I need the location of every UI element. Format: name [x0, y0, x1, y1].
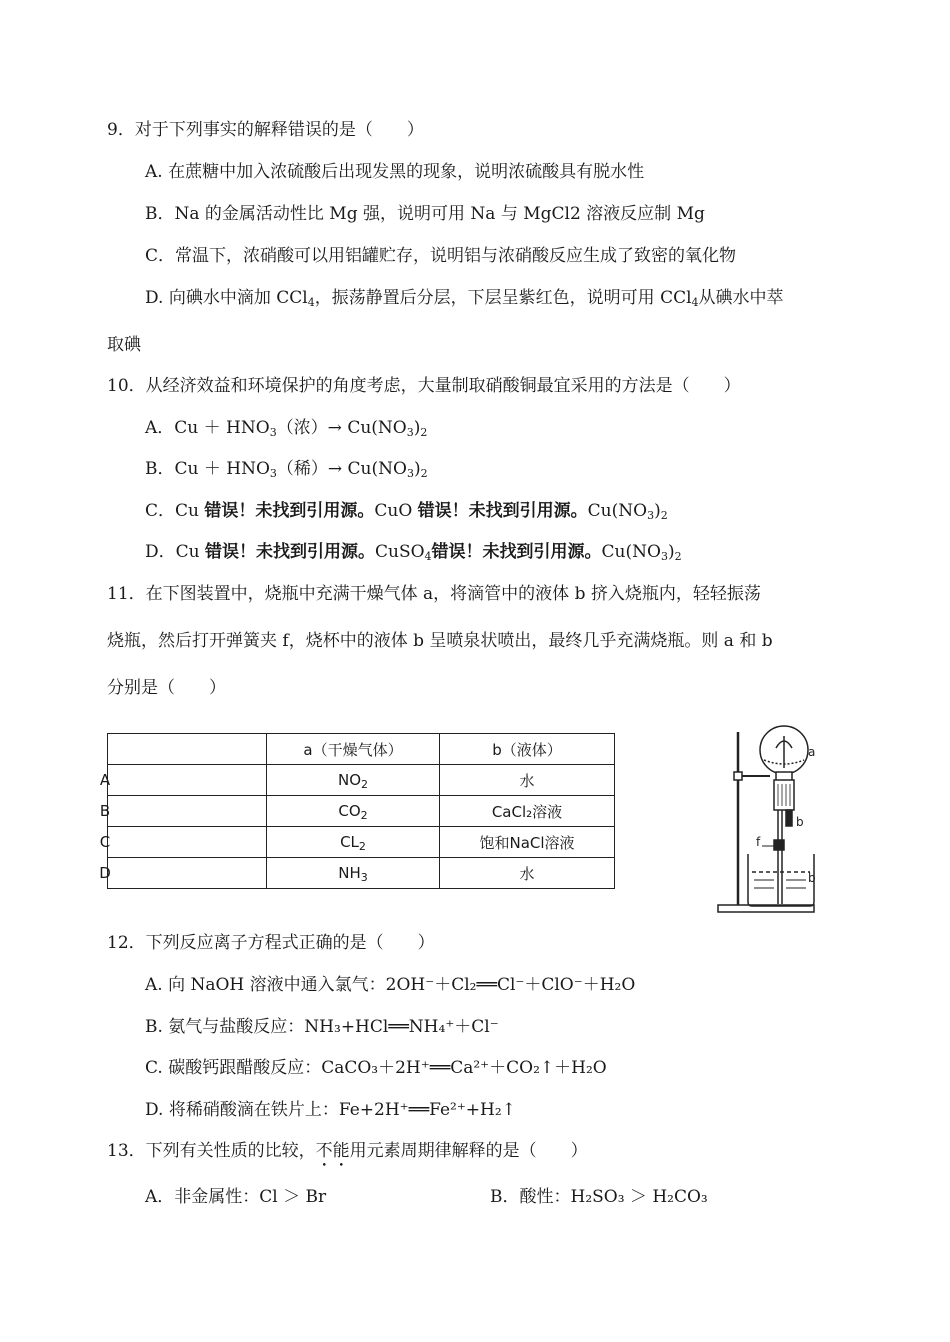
q9-option-a: A. 在蔗糖中加入浓硫酸后出现发黑的现象，说明浓硫酸具有脱水性 [145, 162, 645, 182]
table-row [108, 765, 615, 796]
table-header-cell [108, 734, 267, 765]
row-liquid: 水 [440, 765, 615, 796]
table-header-cell: b（液体） [440, 734, 615, 765]
label-a: a [808, 745, 816, 759]
table-row [108, 796, 615, 827]
row-gas: $NH_3$ [267, 858, 440, 889]
row-liquid: 饱和NaCl溶液 [440, 827, 615, 858]
table-header-row [108, 734, 615, 765]
q10-stem: 10．从经济效益和环境保护的角度考虑，大量制取硝酸铜最宜采用的方法是（ ） [107, 376, 741, 396]
q9-option-b: B．Na 的金属活动性比 Mg 强，说明可用 Na 与 MgCl2 溶液反应制 Mg [145, 204, 705, 224]
q9-option-d: D. 向碘水中滴加 CCl$_4$，振荡静置后分层，下层呈紫红色，说明可用 CCl$_4$从碘水中萃 [145, 288, 784, 309]
row-liquid: 水 [440, 858, 615, 889]
row-gas: $NO_2$ [267, 765, 440, 796]
q12-option-c: C. 碳酸钙跟醋酸反应：CaCO₃＋2H⁺══Ca²⁺＋CO₂↑＋H₂O [145, 1058, 607, 1078]
row-gas: $CO_2$ [267, 796, 440, 827]
q10-option-b: B．$Cu + HNO_3$（稀）→ $Cu(NO_3)_2$ [145, 459, 428, 480]
label-b-beaker: b [808, 871, 816, 885]
q10-option-d: D．Cu 错误！未找到引用源。CuSO$_4$错误！未找到引用源。$Cu(NO_3)_2$ [145, 542, 682, 563]
q13-option-a: A．非金属性：Cl ＞ Br [145, 1187, 327, 1207]
fountain-apparatus-figure [712, 722, 822, 914]
q10-option-c: C．Cu 错误！未找到引用源。CuO 错误！未找到引用源。$Cu(NO_3)_2$ [145, 501, 668, 522]
label-f: f [756, 835, 761, 849]
row-label: D [108, 858, 267, 889]
table-row [108, 858, 615, 889]
q9-option-d-continued: 取碘 [107, 335, 141, 355]
q11-stem-line1: 11．在下图装置中，烧瓶中充满干燥气体 a，将滴管中的液体 b 挤入烧瓶内，轻轻振荡 [107, 584, 761, 604]
q12-option-b: B. 氨气与盐酸反应：NH₃+HCl══NH₄⁺＋Cl⁻ [145, 1017, 499, 1037]
q12-option-d: D. 将稀硝酸滴在铁片上：Fe+2H⁺══Fe²⁺+H₂↑ [145, 1100, 516, 1120]
table-row [108, 827, 615, 858]
q12-option-a: A. 向 NaOH 溶液中通入氯气：2OH⁻＋Cl₂══Cl⁻＋ClO⁻＋H₂O [145, 975, 636, 995]
q13-stem: 13．下列有关性质的比较，不能用元素周期律解释的是（ ） [107, 1141, 588, 1161]
q10-option-a: A．$Cu + HNO_3$（浓）→ $Cu(NO_3)_2$ [145, 418, 428, 439]
row-liquid: CaCl₂溶液 [440, 796, 615, 827]
q9-option-c: C．常温下，浓硝酸可以用铝罐贮存，说明铝与浓硝酸反应生成了致密的氧化物 [145, 246, 737, 266]
q11-options-table [99, 733, 615, 889]
row-gas: $CL_2$ [267, 827, 440, 858]
row-label: C [108, 827, 267, 858]
table-header-cell: a（干燥气体） [267, 734, 440, 765]
q13-option-b: B．酸性：H₂SO₃ ＞ H₂CO₃ [490, 1187, 708, 1207]
row-label: B [108, 796, 267, 827]
q9-stem: 9．对于下列事实的解释错误的是（ ） [107, 120, 424, 140]
q12-stem: 12．下列反应离子方程式正确的是（ ） [107, 933, 435, 953]
q11-stem-line2: 烧瓶，然后打开弹簧夹 f，烧杯中的液体 b 呈喷泉状喷出，最终几乎充满烧瓶。则 a 和 b [107, 631, 773, 651]
q11-stem-line3: 分别是（ ） [107, 678, 226, 698]
emphasis-not-able: 不能 [315, 1141, 350, 1161]
row-label: A [108, 765, 267, 796]
label-b-dropper: b [796, 815, 804, 829]
